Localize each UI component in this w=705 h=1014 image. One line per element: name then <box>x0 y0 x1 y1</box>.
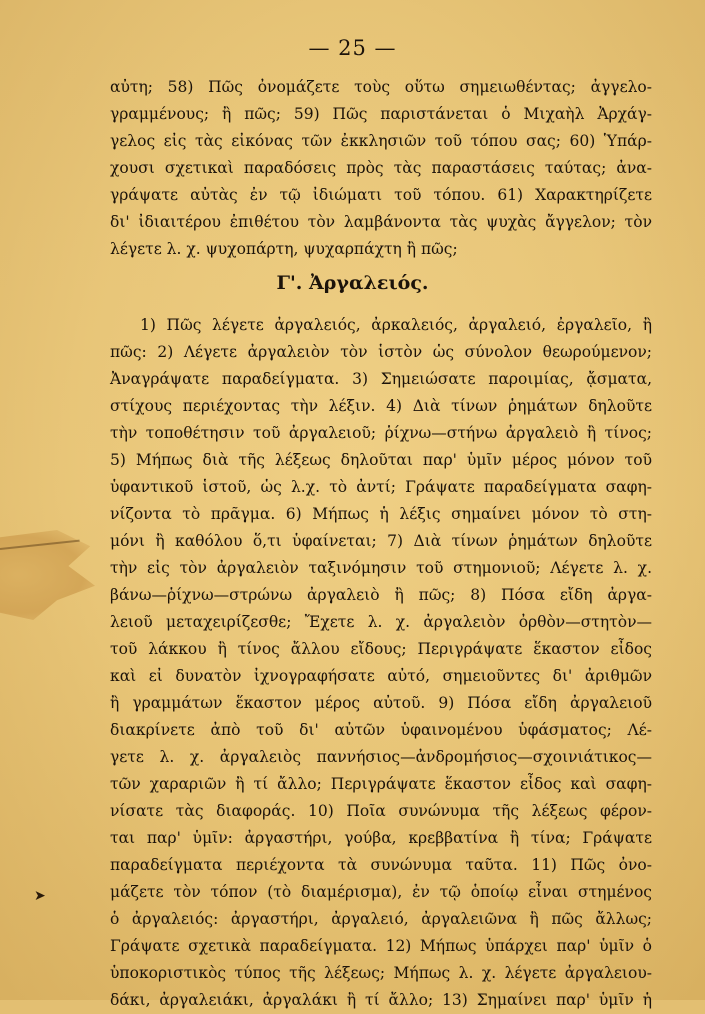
text-line: λειοῦ μεταχειρίζεσθε; Ἔχετε λ. χ. ἀργαλειὸν ὀρθὸν—στητὸν— <box>110 613 652 631</box>
text-line: δι' ἰδιαιτέρου ἐπιθέτου τὸν λαμβάνοντα τὰς ψυχὰς ἄγγελον; τὸν <box>110 213 652 231</box>
text-line: δάκι, ἀργαλειάκι, ἀργαλάκι ἢ τί ἄλλο; 13) Σημαίνει παρ' ὑμῖν ἡ <box>110 991 652 1009</box>
continued-questions-block <box>110 74 652 263</box>
text-line: μάζετε τὸν τόπον (τὸ διαμέρισμα), ἐν τῷ ὁποίῳ εἶναι στημένος <box>110 883 652 901</box>
text-line: καὶ εἰ δυνατὸν ἰχνογραφήσατε αὐτό, σημειοῦντες δι' ἀριθμῶν <box>110 667 652 685</box>
section-heading: Γ'. Ἀργαλειός. <box>276 272 429 294</box>
text-line: Ἀναγράψατε παραδείγματα. 3) Σημειώσατε παροιμίας, ᾄσματα, <box>110 370 652 388</box>
text-line: νίζοντα τὸ πρᾶγμα. 6) Μήπως ἡ λέξις σημαίνει μόνον τὸ στη- <box>110 505 652 523</box>
text-line: χουσι σχετικαὶ παραδόσεις πρὸς τὰς παραστάσεις ταύτας; ἀνα- <box>110 159 652 177</box>
text-line: τοῦ λάκκου ἢ τίνος ἄλλου εἴδους; Περιγράψατε ἕκαστον εἶδος <box>110 640 652 658</box>
text-line: μόνι ἢ καθόλου ὅ,τι ὑφαίνεται; 7) Διὰ τίνων ῥημάτων δηλοῦτε <box>110 532 652 550</box>
text-line: 1) Πῶς λέγετε ἀργαλειός, ἀρκαλειός, ἀργαλειό, ἐργαλεῖο, ἢ <box>140 316 652 334</box>
text-line: πῶς: 2) Λέγετε ἀργαλειὸν τὸν ἱστὸν ὡς σύνολον θεωρούμενον; <box>110 343 652 361</box>
text-line: ὑφαντικοῦ ἱστοῦ, ὡς λ.χ. τὸ ἀντί; Γράψατε παραδείγματα σαφη- <box>110 478 652 496</box>
text-line: βάνω—ῥίχνω—στρώνω ἀργαλειὸ ἢ πῶς; 8) Πόσα εἴδη ἀργα- <box>110 586 652 604</box>
text-line: ἢ γραμμάτων ἕκαστον μέρος αὐτοῦ. 9) Πόσα εἴδη ἀργαλειοῦ <box>110 694 652 712</box>
text-line: ὁ ἀργαλειός: ἀργαστήρι, ἀργαλειό, ἀργαλειῶνα ἢ πῶς ἄλλως; <box>110 910 652 928</box>
margin-mark-icon: ➤ <box>34 888 46 904</box>
page-number: — 25 — <box>308 36 397 60</box>
text-line: αὐτη; 58) Πῶς ὀνομάζετε τοὺς οὕτω σημειωθέντας; ἀγγελο- <box>110 78 652 96</box>
loom-questions-block <box>110 312 652 1014</box>
text-line: τὴν εἰς τὸν ἀργαλειὸν ταξινόμησιν τοῦ στημονιοῦ; Λέγετε λ. χ. <box>110 559 652 577</box>
text-line: τὴν τοποθέτησιν τοῦ ἀργαλειοῦ; ῥίχνω—στήνω ἀργαλειὸ ἢ τίνος; <box>110 424 652 442</box>
text-line: ὑποκοριστικὸς τύπος τῆς λέξεως; Μήπως λ. χ. λέγετε ἀργαλειου- <box>110 964 652 982</box>
text-line: γραμμένους; ἢ πῶς; 59) Πῶς παριστάνεται ὁ Μιχαὴλ Ἀρχάγ- <box>110 105 652 123</box>
text-line: διακρίνετε ἀπὸ τοῦ δι' αὐτῶν ὑφαινομένου ὑφάσματος; Λέ- <box>110 721 652 739</box>
text-line: Γράψατε σχετικὰ παραδείγματα. 12) Μήπως ὑπάρχει παρ' ὑμῖν ὁ <box>110 937 652 955</box>
text-line: γελος εἰς τὰς εἰκόνας τῶν ἐκκλησιῶν τοῦ τόπου σας; 60) Ὑπάρ- <box>110 132 652 150</box>
text-line: στίχους περιέχοντας τὴν λέξιν. 4) Διὰ τίνων ῥημάτων δηλοῦτε <box>110 397 652 415</box>
text-line: ται παρ' ὑμῖν: ἀργαστήρι, γούβα, κρεββατίνα ἢ τίνα; Γράψατε <box>110 829 652 847</box>
text-line: 5) Μήπως διὰ τῆς λέξεως δηλοῦται παρ' ὑμῖν μέρος μόνον τοῦ <box>110 451 652 469</box>
text-line: παραδείγματα περιέχοντα τὰ συνώνυμα ταῦτα. 11) Πῶς ὀνο- <box>110 856 652 874</box>
text-line: λέγετε λ. χ. ψυχοπάρτη, ψυχαρπάχτη ἢ πῶς; <box>110 240 458 258</box>
text-line: γράψατε αὐτὰς ἐν τῷ ἰδιώματι τοῦ τόπου. 61) Χαρακτηρίζετε <box>110 186 652 204</box>
text-line: γετε λ. χ. ἀργαλειὸς παννήσιος—ἀνδρομήσιος—σχοινιάτικος— <box>110 748 652 766</box>
text-line: νίσατε τὰς διαφοράς. 10) Ποῖα συνώνυμα τῆς λέξεως φέρον- <box>110 802 652 820</box>
text-line: τῶν χαραριῶν ἢ τί ἄλλο; Περιγράψατε ἕκαστον εἶδος καὶ σαφη- <box>110 775 652 793</box>
